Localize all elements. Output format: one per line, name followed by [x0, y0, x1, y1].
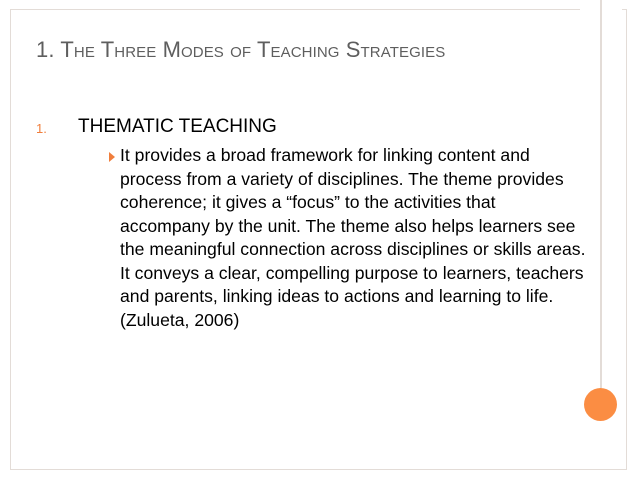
- arrow-bullet-icon: [109, 152, 115, 162]
- item-number: 1.: [36, 121, 47, 136]
- bullet-text: It provides a broad framework for linking content and process from a variety of disciplines. The theme provides coherence; it gives a “focus” to the activities that accompany by the unit. The theme also helps learners see the meaningful connection across disciplines or skills areas. It conveys a clear, compelling purpose to learners, teachers and parents, linking ideas to actions and learning to life. (Zulueta, 2006): [120, 145, 586, 330]
- orange-circle-icon: [584, 388, 617, 421]
- item-heading: THEMATIC TEACHING: [78, 116, 277, 137]
- slide-title: 1. The Three Modes of Teaching Strategies: [36, 37, 446, 62]
- vertical-divider: [600, 0, 602, 388]
